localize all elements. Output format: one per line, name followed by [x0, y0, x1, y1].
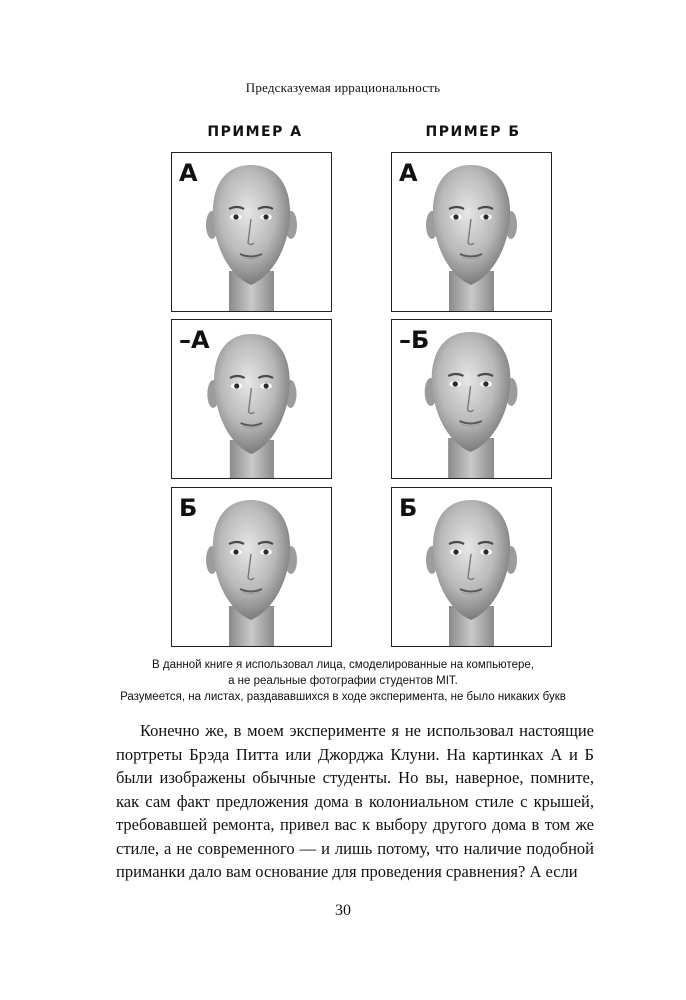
panel-label: А — [399, 159, 418, 187]
face-panel-a-right — [391, 152, 552, 312]
panel-label: А — [179, 159, 198, 187]
panel-label: –Б — [399, 326, 430, 354]
panel-label: Б — [179, 494, 198, 522]
body-paragraph: Конечно же, в моем эксперименте я не использовал настоящие портреты Брэда Питта или Джорджа Клуни. На картинках А и Б были изображены обычные студенты. Но вы, наверное, помните, как сам факт предложения дома в колониальном стиле с крышей, требовавшей ремонта, привел вас к выбору другого дома в том же стиле, а не современного — и лишь потому, что наличие подобной приманки дало вам основание для проведения сравнения? А если — [116, 721, 594, 881]
page-number: 30 — [335, 902, 351, 919]
right-column-title: ПРИМЕР Б — [425, 124, 521, 140]
face-panel-minus-b — [391, 319, 552, 479]
caption-line-1: В данной книге я использовал лица, смоделированные на компьютере, — [152, 659, 534, 671]
figure-caption — [0, 657, 686, 705]
caption-line-3: Разумеется, на листах, раздававшихся в ходе эксперимента, не было никаких букв — [120, 691, 566, 703]
panel-label: Б — [399, 494, 418, 522]
face-panel-b-left — [171, 487, 332, 647]
body-text — [116, 719, 594, 884]
face-panel-b-right — [391, 487, 552, 647]
caption-line-2: а не реальные фотографии студентов MIT. — [228, 675, 458, 687]
left-column-title: ПРИМЕР А — [207, 124, 303, 140]
panel-label: –А — [179, 326, 210, 354]
face-panel-a-left — [171, 152, 332, 312]
running-header: Предсказуемая иррациональность — [245, 80, 441, 95]
face-panel-minus-a — [171, 319, 332, 479]
